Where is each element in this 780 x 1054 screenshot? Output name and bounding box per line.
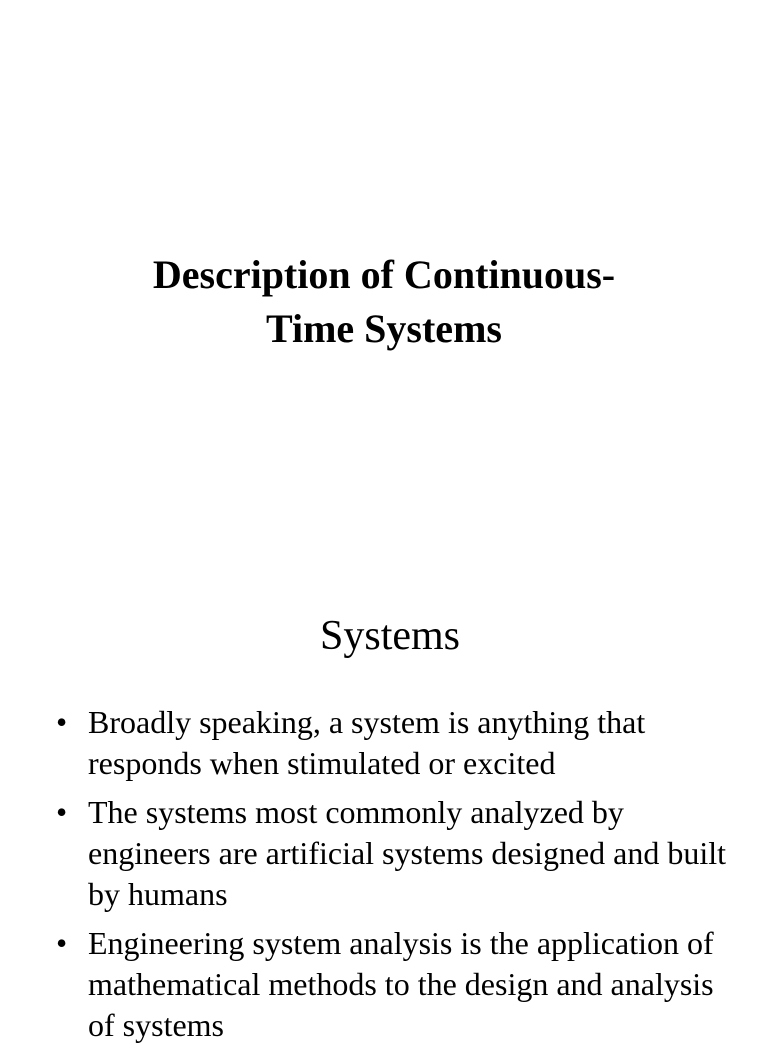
bullet-item — [56, 923, 736, 1046]
bullet-dot-icon: • — [56, 794, 68, 830]
bullet-item — [56, 702, 736, 784]
bullet-dot-icon: • — [56, 925, 68, 961]
slide-title-heading — [0, 248, 768, 356]
slide-title-line-2: Time Systems — [266, 306, 502, 351]
slide-title-line-1: Description of Continuous- — [152, 252, 616, 297]
bullet-dot-icon: • — [56, 704, 68, 740]
bullet-item — [56, 792, 736, 915]
systems-heading: Systems — [319, 613, 461, 659]
bullet-list — [56, 702, 736, 1054]
bullet-text: The systems most commonly analyzed by engineers are artificial systems designed and built by humans — [88, 794, 727, 912]
slide-systems — [0, 576, 768, 1043]
bullet-text: Engineering system analysis is the application of mathematical methods to the design and analysis of systems — [88, 925, 714, 1043]
bullet-text: Broadly speaking, a system is anything that responds when stimulated or excited — [88, 704, 646, 781]
